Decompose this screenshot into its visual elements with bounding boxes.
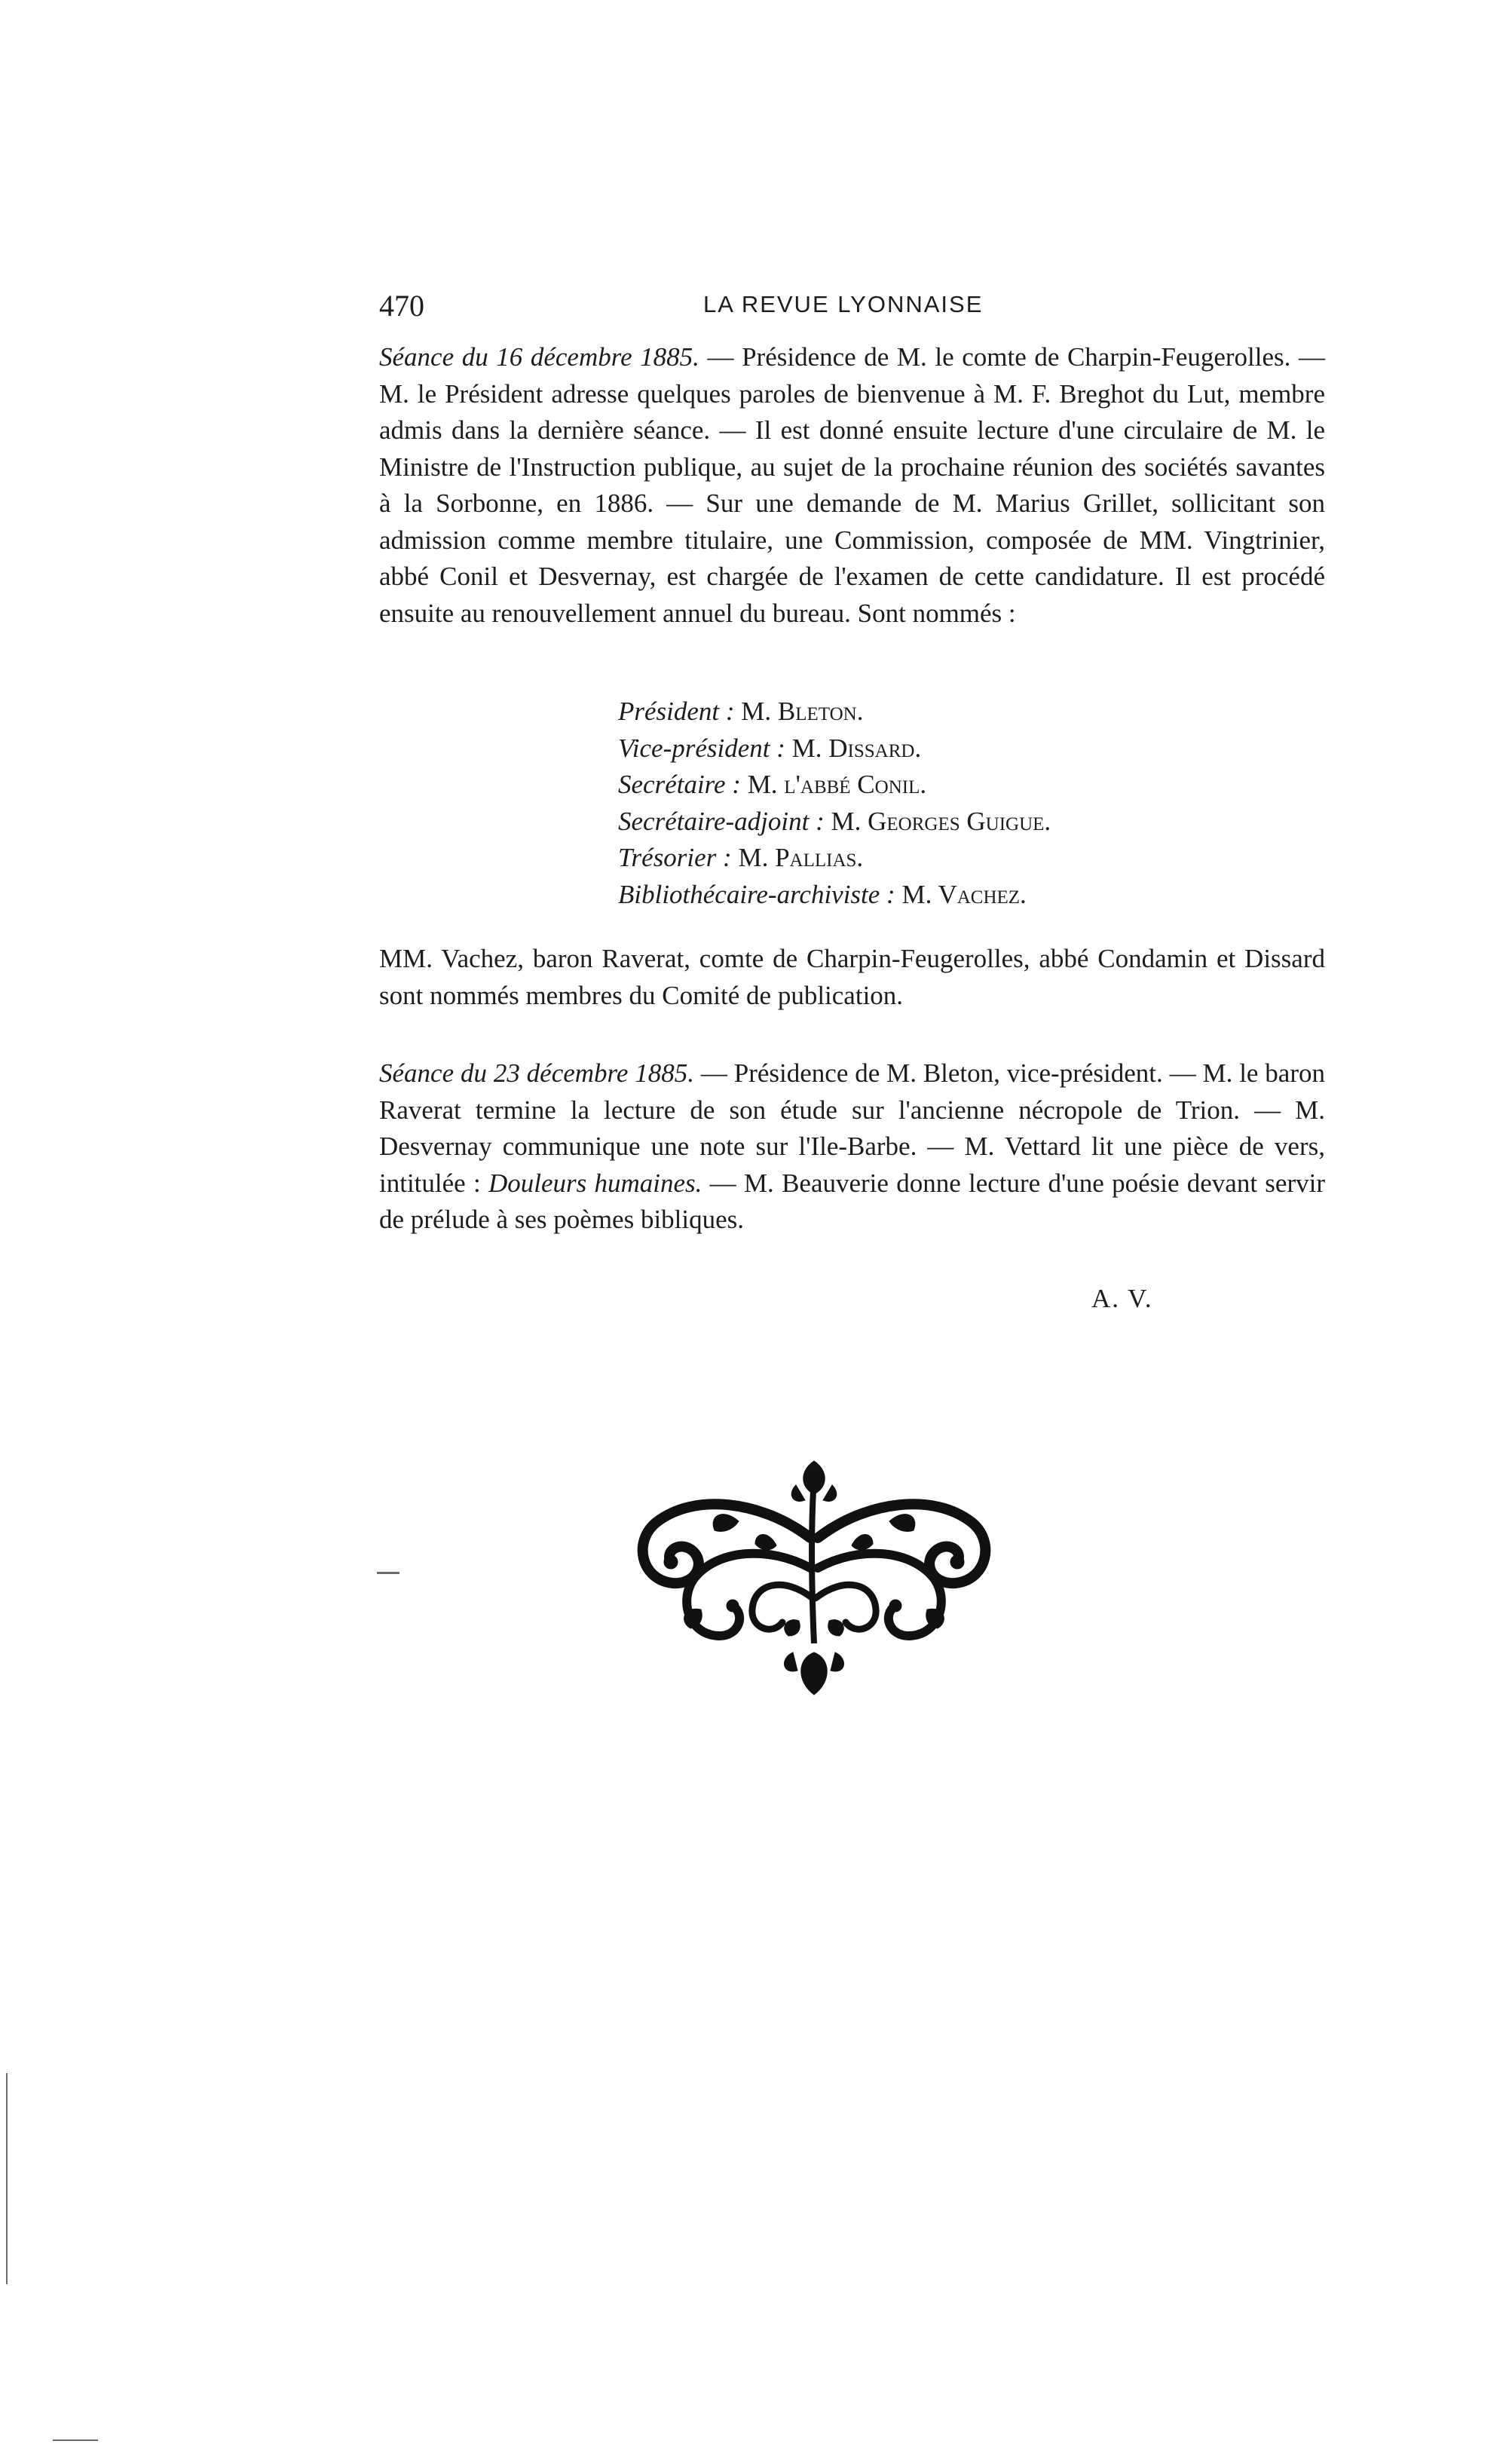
officers-list bbox=[618, 694, 1296, 913]
seance-16-paragraph bbox=[379, 339, 1325, 632]
officer-treasurer: Trésorier : M. Pallias. bbox=[618, 843, 864, 872]
poem-title: Douleurs humaines. bbox=[488, 1168, 702, 1198]
seance-23-text-b: — M. Beauverie donne lecture d'une poésie devant servir de prélude à ses poèmes bibliques. bbox=[379, 1168, 1325, 1234]
seance-23-date: Séance du 23 décembre 1885. bbox=[379, 1058, 695, 1088]
author-signature: A. V. bbox=[1091, 1284, 1153, 1313]
margin-mark bbox=[53, 2439, 98, 2441]
seance-23-paragraph bbox=[379, 1055, 1325, 1239]
running-head: LA REVUE LYONNAISE bbox=[703, 291, 984, 317]
officer-vice-president: Vice-président : M. Dissard. bbox=[618, 733, 922, 763]
seance-16-date: Séance du 16 décembre 1885. bbox=[379, 342, 699, 372]
officer-president: Président : M. Bleton. bbox=[618, 697, 864, 726]
officer-assistant-secretary: Secrétaire-adjoint : M. Georges Guigue. bbox=[618, 806, 1051, 836]
officer-secretary: Secrétaire : M. l'abbé Conil. bbox=[618, 770, 927, 799]
committee-paragraph: MM. Vachez, baron Raverat, comte de Charpin-Feugerolles, abbé Condamin et Dissard sont nommés membres du Comité de publication. bbox=[379, 944, 1325, 1010]
page-number: 470 bbox=[379, 289, 424, 323]
margin-mark bbox=[6, 2073, 8, 2284]
floral-fleuron-icon bbox=[626, 1455, 1002, 1696]
page-header bbox=[379, 288, 1325, 333]
margin-mark bbox=[377, 1572, 399, 1574]
seance-23-text-a: — Présidence de M. Bleton, vice-président. — M. le baron Raverat termine la lecture de son étude sur l'ancienne nécropole de Trion. — M. Desvernay communique une note sur l'Ile-Barbe. — M. Vettard lit une pièce de vers, intitulée : bbox=[379, 1058, 1326, 1198]
officer-librarian-archivist: Bibliothécaire-archiviste : M. Vachez. bbox=[618, 879, 1027, 909]
seance-16-text: — Présidence de M. le comte de Charpin-Feugerolles. — M. le Président adresse quelques paroles de bienvenue à M. F. Breghot du Lut, membre admis dans la dernière séance. — Il est donné ensuite lecture d'une circulaire de M. le Ministre de l'Instruction publique, au sujet de la prochaine réunion des sociétés savantes à la Sorbonne, en 1886. — Sur une demande de M. Marius Grillet, sollicitant son admission comme membre titulaire, une Commission, composée de MM. Vingtrinier, abbé Conil et Desvernay, est chargée de l'examen de cette candidature. Il est procédé ensuite au renouvellement annuel du bureau. Sont nommés : bbox=[379, 342, 1325, 628]
